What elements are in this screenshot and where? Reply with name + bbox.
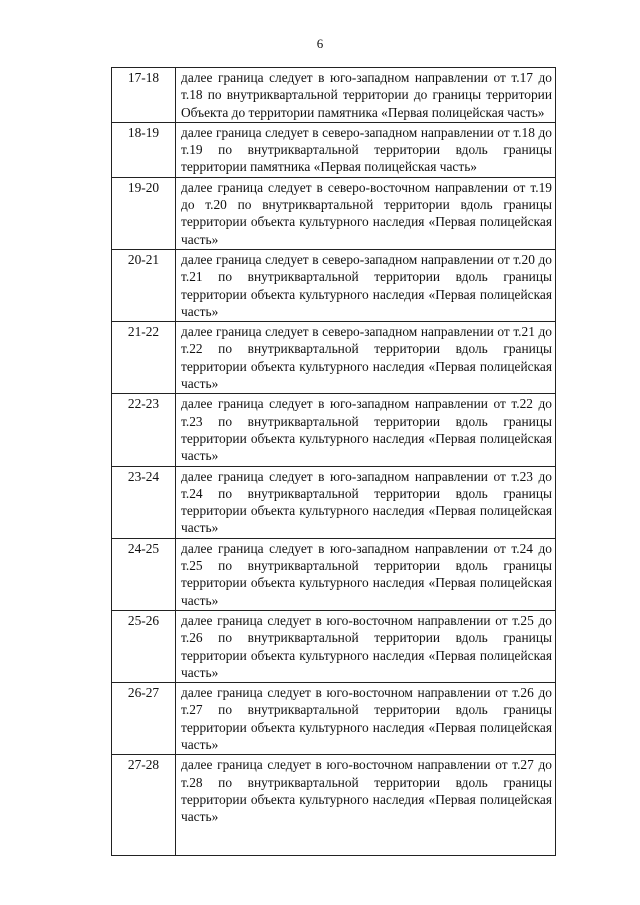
table-row bbox=[112, 538, 556, 610]
segment-label: 17-18 bbox=[127, 70, 160, 85]
description-cell: далее граница следует в северо-западном направлении от т.18 до т.19 по внутриквартальной территории вдоль границы территории памятника «Первая полицейская часть» bbox=[176, 122, 556, 177]
description-cell: далее граница следует в северо-западном направлении от т.21 до т.22 по внутриквартальной территории вдоль границы территории объекта культурного наследия «Первая полицейская часть» bbox=[176, 322, 556, 394]
table-row bbox=[112, 177, 556, 249]
description-cell: далее граница следует в северо-западном направлении от т.20 до т.21 по внутриквартальной территории вдоль границы территории объекта культурного наследия «Первая полицейская часть» bbox=[176, 249, 556, 321]
segment-label: 18-19 bbox=[127, 124, 160, 140]
table-row bbox=[112, 610, 556, 682]
table-row bbox=[112, 68, 556, 123]
table-row bbox=[112, 755, 556, 856]
description-cell: далее граница следует в юго-восточном направлении от т.26 до т.27 по внутриквартальной территории вдоль границы территории объекта культурного наследия «Первая полицейская часть» bbox=[176, 683, 556, 755]
description-cell: далее граница следует в юго-западном направлении от т.17 до т.18 по внутриквартальной территории до границы территории Объекта до территории памятника «Первая полицейская часть» bbox=[176, 68, 556, 123]
description-cell: далее граница следует в юго-западном направлении от т.22 до т.23 по внутриквартальной территории вдоль границы территории объекта культурного наследия «Первая полицейская часть» bbox=[176, 394, 556, 466]
boundary-table bbox=[111, 67, 556, 856]
description-cell: далее граница следует в северо-восточном направлении от т.19 до т.20 по внутриквартальной территории вдоль границы территории объекта культурного наследия «Первая полицейская часть» bbox=[176, 177, 556, 249]
segment-cell bbox=[112, 122, 176, 177]
table-row bbox=[112, 322, 556, 394]
segment-label: 22-23 bbox=[127, 396, 160, 412]
segment-cell bbox=[112, 755, 176, 856]
segment-label: 21-22 bbox=[127, 324, 160, 340]
boundary-table-body bbox=[112, 68, 556, 856]
table-row bbox=[112, 122, 556, 177]
table-row bbox=[112, 466, 556, 538]
description-cell: далее граница следует в юго-восточном направлении от т.25 до т.26 по внутриквартальной территории вдоль границы территории объекта культурного наследия «Первая полицейская часть» bbox=[176, 610, 556, 682]
segment-label: 23-24 bbox=[127, 468, 160, 484]
description-cell: далее граница следует в юго-западном направлении от т.23 до т.24 по внутриквартальной территории вдоль границы территории объекта культурного наследия «Первая полицейская часть» bbox=[176, 466, 556, 538]
segment-cell bbox=[112, 68, 176, 123]
description-cell: далее граница следует в юго-восточном направлении от т.27 до т.28 по внутриквартальной территории вдоль границы территории объекта культурного наследия «Первая полицейская часть» bbox=[176, 755, 556, 856]
segment-label: 26-27 bbox=[127, 685, 160, 701]
segment-label: 27-28 bbox=[127, 757, 160, 773]
segment-label: 25-26 bbox=[127, 612, 160, 628]
segment-cell bbox=[112, 249, 176, 321]
segment-cell bbox=[112, 683, 176, 755]
segment-cell bbox=[112, 322, 176, 394]
segment-label: 20-21 bbox=[127, 251, 160, 267]
segment-cell bbox=[112, 394, 176, 466]
segment-cell bbox=[112, 466, 176, 538]
segment-label: 19-20 bbox=[127, 179, 160, 195]
table-row bbox=[112, 249, 556, 321]
page-number: 6 bbox=[316, 36, 324, 51]
segment-cell bbox=[112, 177, 176, 249]
segment-label: 24-25 bbox=[127, 540, 160, 556]
segment-cell bbox=[112, 610, 176, 682]
description-cell: далее граница следует в юго-западном направлении от т.24 до т.25 по внутриквартальной территории вдоль границы территории объекта культурного наследия «Первая полицейская часть» bbox=[176, 538, 556, 610]
segment-cell bbox=[112, 538, 176, 610]
table-row bbox=[112, 394, 556, 466]
table-row bbox=[112, 683, 556, 755]
